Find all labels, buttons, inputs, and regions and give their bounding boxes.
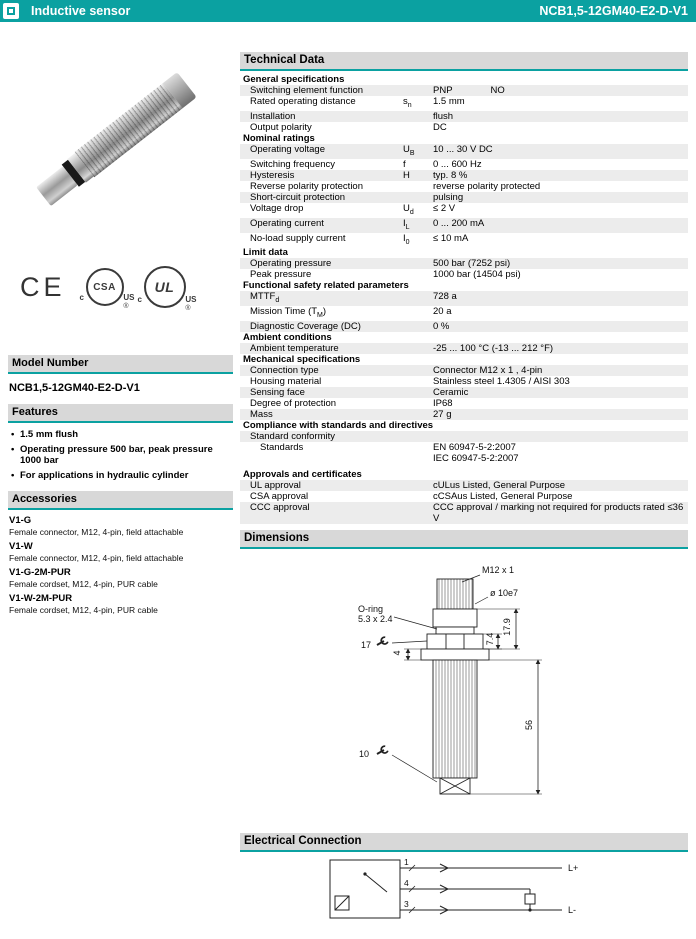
table-row xyxy=(240,258,688,269)
ce-mark: CE xyxy=(20,271,66,302)
row-value: 0 % xyxy=(433,321,450,333)
row-label: UL approval xyxy=(250,480,301,492)
sensor-image xyxy=(32,69,199,211)
table-row xyxy=(240,181,688,192)
supply-plus-label: L+ xyxy=(568,863,579,874)
product-photo xyxy=(8,30,233,258)
table-section-title: General specifications xyxy=(243,74,345,85)
table-row xyxy=(240,111,688,122)
left-column xyxy=(8,30,233,615)
dim-label-wrench-hex: 17 xyxy=(361,640,372,651)
table-section-header xyxy=(240,74,688,85)
accessory-desc: Female connector, M12, 4-pin, field attachable xyxy=(9,553,184,563)
sensor-threaded-body xyxy=(75,83,183,177)
row-value: EN 60947-5-2:2007 IEC 60947-5-2:2007 xyxy=(433,442,519,465)
dim-label-wrench-tip: 10 xyxy=(359,749,370,760)
row-label: Operating pressure xyxy=(250,258,332,270)
row-label: Switching frequency xyxy=(250,158,336,170)
table-section xyxy=(240,133,688,248)
table-row xyxy=(240,218,688,233)
row-symbol: $s_n$ xyxy=(403,96,412,109)
table-row xyxy=(240,159,688,170)
row-label: No-load supply current xyxy=(250,232,346,244)
row-symbol: $U_d$ xyxy=(403,202,414,216)
table-section-header xyxy=(240,133,688,144)
csa-mark: CSA c US ® xyxy=(86,268,124,306)
row-label: Diagnostic Coverage (DC) xyxy=(250,321,361,333)
row-label: Ambient temperature xyxy=(250,343,339,355)
row-label: Sensing face xyxy=(250,387,305,399)
model-number: NCB1,5-12GM40-E2-D-V1 xyxy=(9,382,140,394)
row-label: Peak pressure xyxy=(250,269,312,281)
supply-minus-label: L- xyxy=(568,905,577,916)
row-value: cCSAus Listed, General Purpose xyxy=(433,491,573,503)
page-title: Inductive sensor xyxy=(31,4,131,18)
row-value: ≤ 10 mA xyxy=(433,232,469,244)
row-value: Stainless steel 1.4305 / AISI 303 xyxy=(433,376,570,388)
dim-label-oring-1: O-ring xyxy=(358,604,384,615)
table-section xyxy=(240,420,688,464)
accessory-name: V1-G-2M-PUR xyxy=(9,567,71,578)
dim-label-body-length: 56 xyxy=(524,720,534,731)
row-value: flush xyxy=(433,110,454,122)
row-value: 27 g xyxy=(433,409,452,421)
row-label: Standards xyxy=(260,442,304,454)
row-label: Hysteresis xyxy=(250,169,295,181)
row-label: Housing material xyxy=(250,376,322,388)
table-row xyxy=(240,387,688,398)
table-row xyxy=(240,170,688,181)
feature-item: • For applications in hydraulic cylinder xyxy=(9,470,233,481)
row-label: Degree of protection xyxy=(250,398,337,410)
features-list xyxy=(9,429,233,481)
electrical-diagram xyxy=(240,852,688,939)
pin-1-label: 1 xyxy=(404,857,409,868)
row-value: pulsing xyxy=(433,191,464,203)
header-bar xyxy=(0,0,696,22)
dimensions-drawing xyxy=(240,549,688,821)
table-section xyxy=(240,280,688,332)
table-row xyxy=(240,398,688,409)
row-value: Ceramic xyxy=(433,387,469,399)
table-section-header xyxy=(240,420,688,431)
row-label: Rated operating distance xyxy=(250,96,356,107)
row-label: CSA approval xyxy=(250,491,309,503)
table-section xyxy=(240,74,688,133)
table-section-title: Ambient conditions xyxy=(243,332,332,344)
pin-4-label: 4 xyxy=(404,878,409,889)
table-row xyxy=(240,85,688,96)
table-section-header xyxy=(240,247,688,258)
row-value: CCC approval / marking not required for products rated ≤36 V xyxy=(433,502,684,525)
row-value: cULus Listed, General Purpose xyxy=(433,480,566,492)
row-label: Connection type xyxy=(250,365,319,377)
table-row xyxy=(240,269,688,280)
row-label: Voltage drop xyxy=(250,202,304,214)
table-section-header xyxy=(240,332,688,343)
row-symbol: H xyxy=(403,169,410,181)
dim-label-flange-height: 4 xyxy=(392,650,402,656)
dim-label-oring-2: 5.3 x 2.4 xyxy=(358,614,393,625)
row-label: Operating voltage xyxy=(250,143,325,155)
table-section-header xyxy=(240,469,688,480)
row-symbol: $U_B$ xyxy=(403,143,415,157)
row-value: 0 ... 600 Hz xyxy=(433,158,482,170)
table-section-title: Nominal ratings xyxy=(243,132,315,144)
table-row xyxy=(240,502,688,524)
feature-item: • Operating pressure 500 bar, peak pressure 1000 bar xyxy=(9,444,233,466)
accessories-heading: Accessories xyxy=(8,491,233,510)
dim-label-head-height: 17.9 xyxy=(502,618,512,636)
table-row xyxy=(240,192,688,203)
technical-data-heading: Technical Data xyxy=(240,52,688,71)
table-section-title: Functional safety related parameters xyxy=(243,280,409,292)
table-section-header xyxy=(240,354,688,365)
accessories-list xyxy=(8,515,233,615)
ul-mark: UL c US ® xyxy=(144,266,186,308)
features-heading: Features xyxy=(8,404,233,423)
row-symbol: f xyxy=(403,158,406,170)
table-row xyxy=(240,365,688,376)
table-section xyxy=(240,332,688,354)
brand-icon xyxy=(3,3,19,19)
row-value: ≤ 2 V xyxy=(433,202,456,214)
row-value: 1.5 mm xyxy=(433,96,465,107)
row-symbol: $I_L$ xyxy=(403,217,410,231)
table-section-title: Compliance with standards and directives xyxy=(243,420,434,432)
table-section-title: Approvals and certificates xyxy=(243,469,362,481)
table-row xyxy=(240,291,688,306)
row-label: Reverse polarity protection xyxy=(250,180,363,192)
pin-3-label: 3 xyxy=(404,899,409,910)
row-value-2: NO xyxy=(490,85,505,96)
row-label: Mission Time $(T_M)$ xyxy=(250,306,327,320)
electrical-svg xyxy=(240,852,688,934)
row-value: IP68 xyxy=(433,398,453,410)
table-row xyxy=(240,343,688,354)
table-row xyxy=(240,480,688,491)
row-label: Installation xyxy=(250,110,296,122)
accessory-desc: Female cordset, M12, 4-pin, PUR cable xyxy=(9,579,158,589)
table-row xyxy=(240,431,688,442)
row-value: DC xyxy=(433,121,447,133)
row-value: 20 a xyxy=(433,306,452,318)
table-row xyxy=(240,233,688,248)
row-value: Connector M12 x 1 , 4-pin xyxy=(433,365,543,377)
table-row xyxy=(240,376,688,387)
dimension-svg xyxy=(240,549,688,821)
feature-item: • 1.5 mm flush xyxy=(9,429,233,440)
table-row xyxy=(240,144,688,159)
accessory-name: V1-W-2M-PUR xyxy=(9,593,73,604)
technical-data-table xyxy=(240,74,688,524)
row-value: 10 ... 30 V DC xyxy=(433,143,493,155)
row-value: PNP NO xyxy=(433,85,505,96)
table-section-title: Mechanical specifications xyxy=(243,354,361,366)
row-value: -25 ... 100 °C (-13 ... 212 °F) xyxy=(433,343,554,355)
electrical-connection-heading: Electrical Connection xyxy=(240,833,688,852)
table-row xyxy=(240,321,688,332)
product-code: NCB1,5-12GM40-E2-D-V1 xyxy=(539,4,688,18)
row-label: CCC approval xyxy=(250,502,310,514)
row-symbol: $I_0$ xyxy=(403,232,410,246)
table-row xyxy=(240,491,688,502)
dimensions-heading: Dimensions xyxy=(240,530,688,549)
table-section xyxy=(240,247,688,280)
dim-label-hex-height: 7.4 xyxy=(485,632,495,646)
row-value: 728 a xyxy=(433,291,457,303)
row-label: $MTTF_d$ xyxy=(250,291,280,305)
row-value: reverse polarity protected xyxy=(433,180,541,192)
accessory-desc: Female connector, M12, 4-pin, field attachable xyxy=(9,527,184,537)
row-label: Output polarity xyxy=(250,121,312,133)
row-label: Mass xyxy=(250,409,273,421)
row-value: 1000 bar (14504 psi) xyxy=(433,269,521,281)
model-number-heading: Model Number xyxy=(8,355,233,374)
table-section xyxy=(240,469,688,524)
table-section-title: Limit data xyxy=(243,247,288,259)
table-section-header xyxy=(240,280,688,291)
table-row xyxy=(240,122,688,133)
table-section xyxy=(240,354,688,420)
row-value: 0 ... 200 mA xyxy=(433,217,485,229)
dim-label-diameter: ø 10e7 xyxy=(490,588,519,599)
accessory-name: V1-W xyxy=(9,541,33,552)
table-row xyxy=(240,96,688,111)
row-label: Switching element function xyxy=(250,85,364,96)
row-label: Short-circuit protection xyxy=(250,191,346,203)
certification-logos xyxy=(20,264,233,310)
table-row xyxy=(240,442,688,464)
table-row xyxy=(240,203,688,218)
accessory-name: V1-G xyxy=(9,515,32,526)
table-row xyxy=(240,409,688,420)
row-label: Standard conformity xyxy=(250,431,336,443)
row-label: Operating current xyxy=(250,217,324,229)
dim-label-thread: M12 x 1 xyxy=(482,565,515,576)
right-column xyxy=(240,52,688,939)
row-value: typ. 8 % xyxy=(433,169,468,181)
accessory-desc: Female cordset, M12, 4-pin, PUR cable xyxy=(9,605,158,615)
table-row xyxy=(240,306,688,321)
row-value: 500 bar (7252 psi) xyxy=(433,258,511,270)
